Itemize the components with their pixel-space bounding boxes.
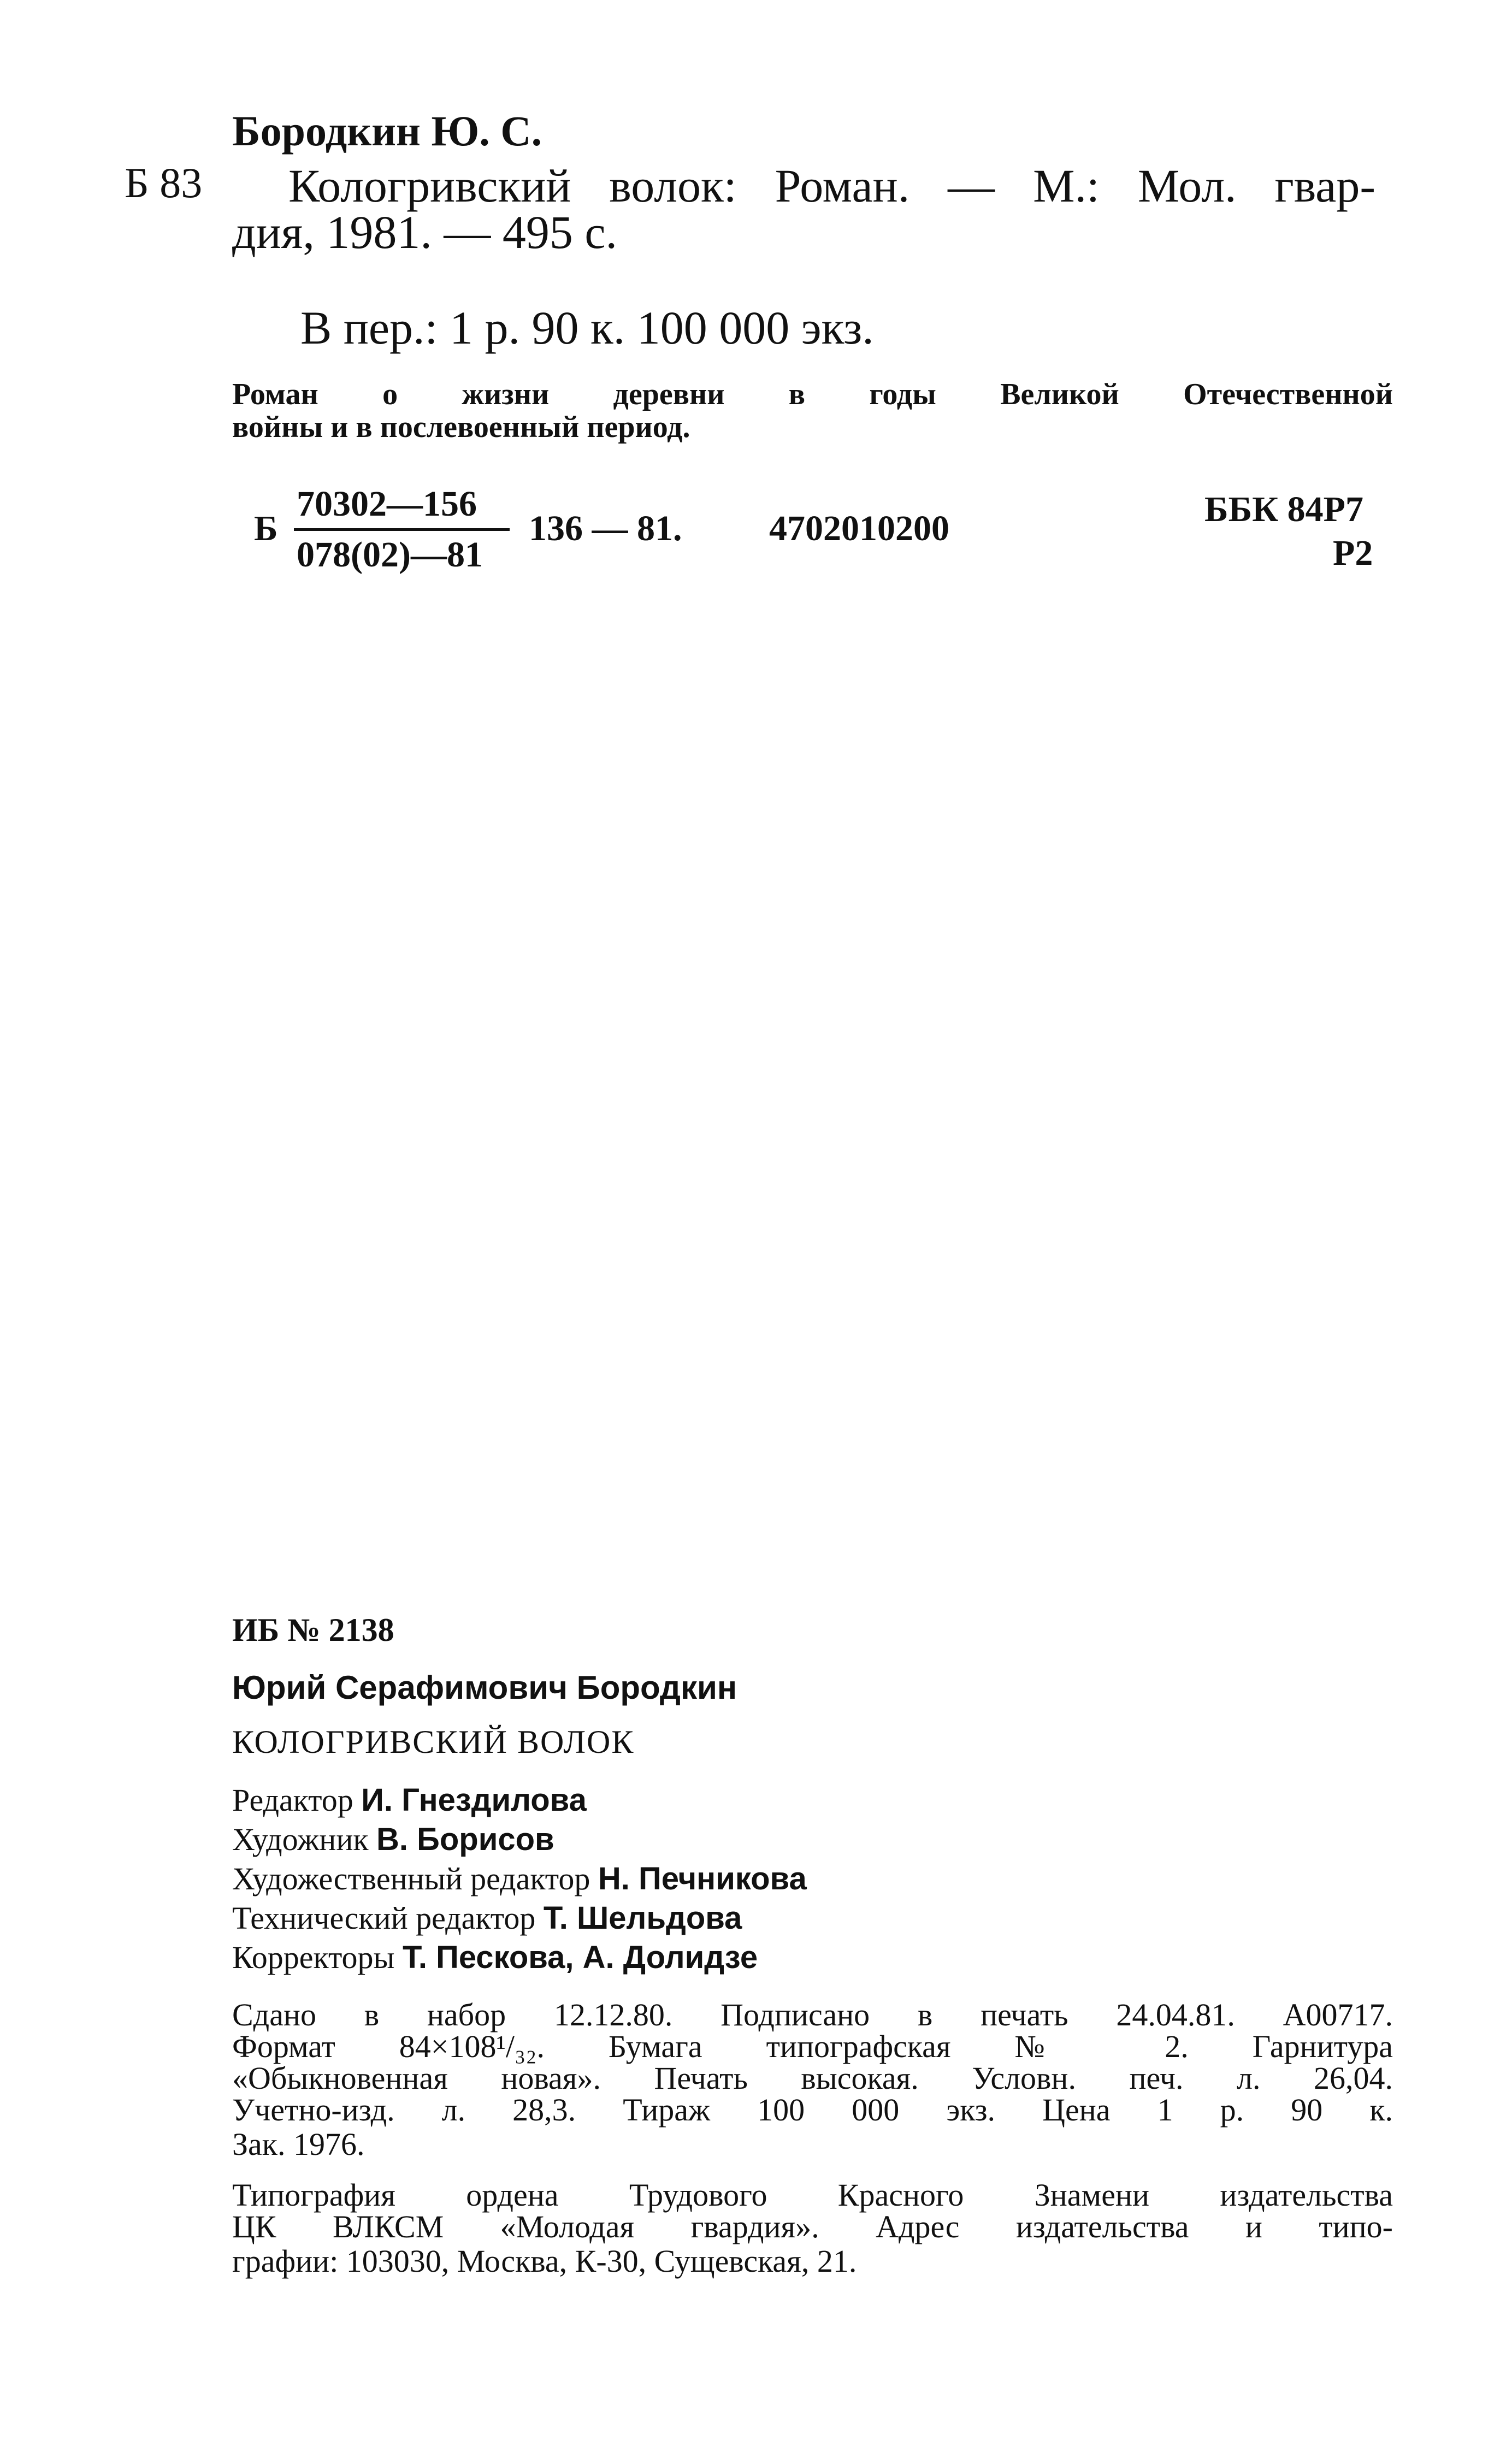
credit-name: Н. Печникова [598, 1861, 807, 1896]
credit-name: Т. Пескова, А. Долидзе [403, 1940, 758, 1975]
credit-editor [232, 1782, 587, 1818]
credit-art-editor [232, 1860, 807, 1897]
credit-proofreaders [232, 1939, 758, 1976]
spec-line-5: Зак. 1976. [232, 2126, 365, 2162]
author-full-name: Юрий Серафимович Бородкин [232, 1669, 737, 1706]
bbk-subcode: Р2 [1333, 533, 1373, 573]
index-denominator: 078(02)—81 [297, 535, 483, 575]
spec-line-4: Учетно-изд. л. 28,3. Тираж 100 000 экз. Цена 1 р. 90 к. [232, 2092, 1393, 2128]
printer-line-2: ЦК ВЛКСМ «Молодая гвардия». Адрес издательства и типо- [232, 2209, 1393, 2244]
book-title: КОЛОГРИВСКИЙ ВОЛОК [232, 1724, 635, 1760]
credit-role: Художественный редактор [232, 1861, 590, 1896]
credit-name: Т. Шельдова [543, 1900, 742, 1936]
author-name: Бородкин Ю. С. [232, 107, 542, 155]
author-mark: Б 83 [125, 159, 203, 206]
credit-role: Корректоры [232, 1940, 395, 1975]
credit-name: И. Гнездилова [361, 1782, 587, 1818]
index-tail: 136 — 81. [529, 509, 682, 548]
credit-role: Технический редактор [232, 1900, 536, 1936]
printer-line-1: Типография ордена Трудового Красного Знамени издательства [232, 2177, 1393, 2213]
credit-role: Художник [232, 1822, 369, 1857]
printer-line-3: графии: 103030, Москва, К-30, Сущевская, 21. [232, 2243, 857, 2279]
credit-artist [232, 1821, 554, 1858]
ib-number: ИБ № 2138 [232, 1612, 394, 1648]
spec-line-3: «Обыкновенная новая». Печать высокая. Условн. печ. л. 26,04. [232, 2060, 1393, 2096]
credit-role: Редактор [232, 1782, 353, 1818]
annotation-line-2: войны и в послевоенный период. [232, 410, 690, 444]
bibliographic-line-2: дия, 1981. — 495 с. [232, 206, 618, 258]
bbk-code: ББК 84Р7 [1204, 489, 1363, 529]
price-line: В пер.: 1 р. 90 к. 100 000 экз. [300, 302, 874, 354]
index-prefix: Б [254, 509, 278, 548]
credit-name: В. Борисов [376, 1822, 554, 1857]
spec-line-1: Сдано в набор 12.12.80. Подписано в печать 24.04.81. А00717. [232, 1997, 1393, 2032]
isbn-code: 4702010200 [769, 509, 949, 548]
bibliographic-line-1: Кологривский волок: Роман. — М.: Мол. гвар- [288, 159, 1375, 212]
fraction-bar [294, 528, 510, 531]
annotation-line-1: Роман о жизни деревни в годы Великой Отечественной [232, 377, 1393, 411]
index-numerator: 70302—156 [297, 484, 477, 524]
spec-line-2: Формат 84×108¹/₃₂. Бумага типографская № 2. Гарнитура [232, 2029, 1393, 2064]
credit-tech-editor [232, 1900, 742, 1936]
